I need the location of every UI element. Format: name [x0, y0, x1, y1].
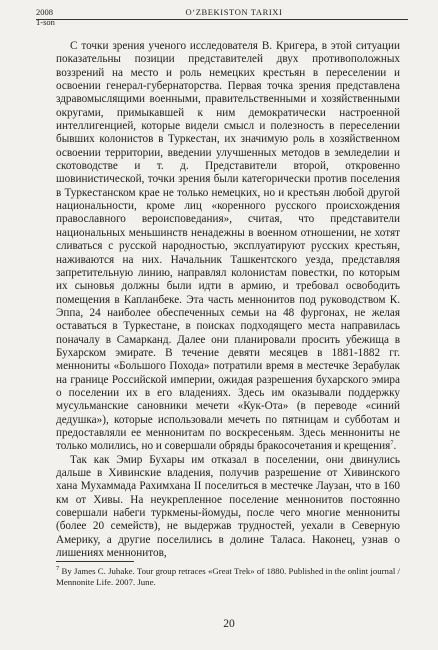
page-number: 20 [223, 618, 235, 630]
header-year: 2008 [36, 7, 53, 17]
journal-title: O‘ZBEKISTON TARIXI [185, 7, 283, 17]
article-body [56, 40, 400, 560]
paragraph-1-text: С точки зрения ученого исследователя В. Кригера, в этой ситуации показательны позиции представителей двух противоположных воззрений на место и роль немецких крестьян в переселении и освоении генерал-губернаторства. Первая точка зрения представлена здравомыслящими военными, правительственными и хозяйственными округами, примыкавшей к ним демократически настроенной интеллигенцией, которые видели смысл и полезность в переселении бывших колонистов в Туркестан, их значимую роль в хозяйственном освоении территории, введении улучшенных методов в земледелии и скотоводстве и т. д. Представители второй, откровенно шовинистической, точки зрения были категорически против поселения в Туркестанском крае не только немецких, но и крестьян любой другой национальности, кроме лиц «коренного русского происхождения православного вероисповедания», считая, что представители национальных меньшинств ненадежны в военном отношении, не хотят сливаться с русской народностью, эксплуатируют русских крестьян, наживаются на них. Начальник Ташкентского уезда, представляя запретительную линию, направлял колонистам повестки, по которым их сыновья должны были идти в армию, и требовал освободить помещения в Капланбеке. Эта часть меннонитов под руководством К. Эппа, 24 наиболее обеспеченных семьи на 48 фургонах, не желая оставаться в Туркестане, в поисках подходящего места направилась поначалу в Самарканд. Далее они планировали просить убежища в Бухарском эмирате. В течение девяти месяцев в 1881-1882 гг. меннониты «Большого Похода» потратили время в местечке Зерабулак на границе Российской империи, ожидая разрешения бухарского эмира о поселении их в его владениях. Здесь им оказывали поддержку мусульманские сановники мечети «Кук-Ота» (в переводе «синий дедушка»), которые использовали мечеть по пятницам и субботам и предоставляли ее меннонитам по воскресеньям. Здесь меннониты не только молились, но и совершали обряды бракосочетания и крещения [56, 40, 400, 453]
footnote [56, 566, 400, 588]
paragraph-2: Так как Эмир Бухары им отказал в поселении, они двинулись дальше в Хивинские владения, получив разрешение от Хивинского хана Мухаммада Рахимхана II поселиться в местечке Лаузан, что в 160 км от Хивы. На неукрепленное поселение меннонитов постоянно совершали набеги туркмены-йомуды, после чего многие меннониты (более 20 семейств), не выдержав трудностей, уехали в Северную Америку, а другие поселились в долине Таласа. Наконец, узнав о лишениях меннонитов, [56, 453, 400, 560]
footnote-number: 7 [56, 565, 60, 573]
paragraph-1: С точки зрения ученого исследователя В. Кригера, в этой ситуации показательны позиции представителей двух противоположных воззрений на место и роль немецких крестьян в переселении и освоении генерал-губернаторства. Первая точка зрения представлена здравомыслящими военными, правительственными и хозяйственными округами, примыкавшей к ним демократически настроенной интеллигенцией, которые видели смысл и полезность в переселении бывших колонистов в Туркестан, их значимую роль в хозяйственном освоении территории, введении улучшенных методов в земледелии и скотоводстве и т. д. Представители второй, откровенно шовинистической, точки зрения были категорически против поселения в Туркестанском крае не только немецких, но и крестьян любой другой национальности, кроме лиц «коренного русского происхождения православного вероисповедания», считая, что представители национальных меньшинств ненадежны в военном отношении, не хотят сливаться с русской народностью, эксплуатируют русских крестьян, наживаются на них. Начальник Ташкентского уезда, представляя запретительную линию, направлял колонистам повестки, по которым их сыновья должны были идти в армию, и требовал освободить помещения в Капланбеке. Эта часть меннонитов под руководством К. Эппа, 24 наиболее обеспеченных семьи на 48 фургонах, не желая оставаться в Туркестане, в поисках подходящего места направилась поначалу в Самарканд. Далее они планировали просить убежища в Бухарском эмирате. В течение девяти месяцев в 1881-1882 гг. меннониты «Большого Похода» потратили время в местечке Зерабулак на границе Российской империи, ожидая разрешения бухарского эмира о поселении их в его владениях. Здесь им оказывали поддержку мусульманские сановники мечети «Кук-Ота» (в переводе «синий дедушка»), которые использовали мечеть по пятницам и субботам и предоставляли ее меннонитам по воскресеньям. Здесь меннониты не только молились, но и совершали обряды бракосочетания и крещения$^7$. [56, 40, 400, 453]
footnote-rule [56, 561, 134, 562]
header-rule [36, 19, 408, 20]
header-issue: 1-son [36, 17, 55, 27]
footnote-text: By James C. Juhake. Tour group retraces «Great Trek» of 1880. Published in the onlint journal / Mennonite Life. 2007. June. [56, 566, 400, 587]
footnote-ref: 7 [390, 439, 394, 447]
